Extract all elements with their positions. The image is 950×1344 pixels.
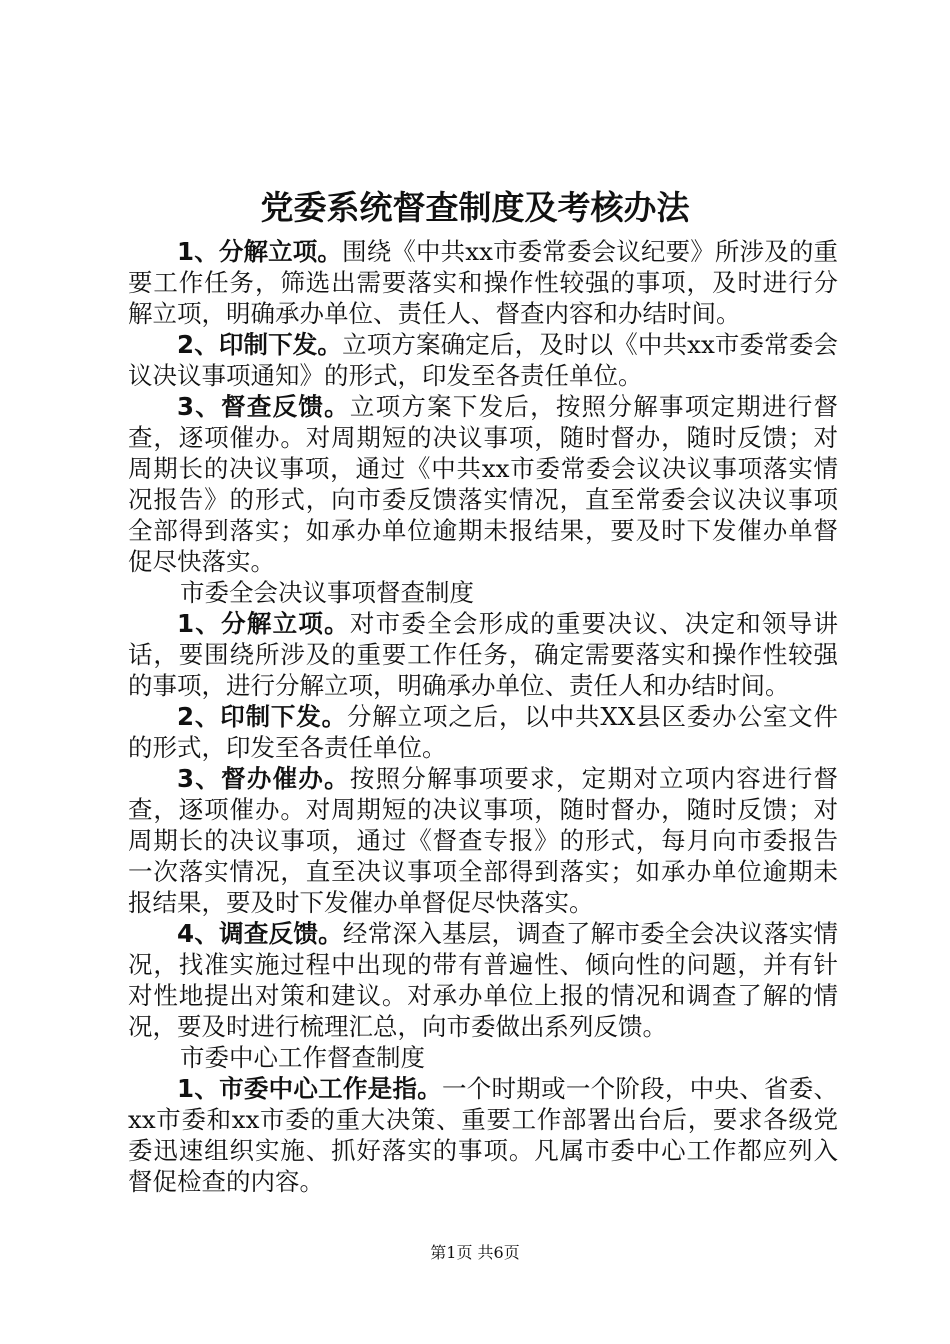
paragraph-text: 按照分解事项要求，定期对立项内容进行督查，逐项催办。对周期短的决议事项，随时督办，随时反馈；对周期长的决议事项，通过《督查专报》的形式，每月向市委报告一次落实情况，直至决议事项全部得到落实；如承办单位逾期未报结果，要及时下发催办单督促尽快落实。 [128,764,839,917]
paragraph [128,763,838,918]
paragraph-lead: 1、市委中心工作是指。 [177,1074,442,1103]
paragraph-lead: 2、印制下发。 [177,702,347,731]
paragraph-text: 一个时期或一个阶段，中央、省委、xx市委和xx市委的重大决策、重要工作部署出台后，要求各级党委迅速组织实施、抓好落实的事项。凡属市委中心工作都应列入督促检查的内容。 [128,1074,839,1196]
paragraph-text: 分解立项之后，以中共XX县区委办公室文件的形式，印发至各责任单位。 [128,702,838,762]
page-footer: 第1页 共6页 [430,1243,520,1262]
section-heading: 市委全会决议事项督查制度 [180,578,474,607]
section-heading: 市委中心工作督查制度 [180,1043,425,1072]
paragraph-lead: 3、督办催办。 [177,764,350,793]
page-title: 党委系统督查制度及考核办法 [260,188,690,227]
paragraph-text: 围绕《中共xx市委常委会议纪要》所涉及的重要工作任务，筛选出需要落实和操作性较强的事项，及时进行分解立项，明确承办单位、责任人、督查内容和办结时间。 [128,237,838,328]
paragraph-text: 立项方案确定后，及时以《中共xx市委常委会议决议事项通知》的形式，印发至各责任单位。 [128,330,838,390]
paragraph [128,1073,838,1197]
document-body [128,236,838,1197]
paragraph [128,236,838,329]
paragraph-lead: 2、印制下发。 [177,330,343,359]
paragraph-lead: 1、分解立项。 [177,609,350,638]
paragraph-text: 立项方案下发后，按照分解事项定期进行督查，逐项催办。对周期短的决议事项，随时督办，随时反馈；对周期长的决议事项，通过《中共xx市委常委会议决议事项落实情况报告》的形式，向市委反馈落实情况，直至常委会议决议事项全部得到落实；如承办单位逾期未报结果，要及时下发催办单督促尽快落实。 [128,392,839,576]
paragraph-lead: 1、分解立项。 [177,237,343,266]
paragraph-text: 经常深入基层，调查了解市委全会决议落实情况，找准实施过程中出现的带有普遍性、倾向性的问题，并有针对性地提出对策和建议。对承办单位上报的情况和调查了解的情况，要及时进行梳理汇总，向市委做出系列反馈。 [128,919,839,1041]
paragraph-lead: 3、督查反馈。 [177,392,350,421]
paragraph-lead: 4、调查反馈。 [177,919,343,948]
paragraph [128,391,838,577]
paragraph [128,329,838,391]
paragraph [128,608,838,701]
paragraph [128,701,838,763]
paragraph-text: 对市委全会形成的重要决议、决定和领导讲话，要围绕所涉及的重要工作任务，确定需要落实和操作性较强的事项，进行分解立项，明确承办单位、责任人和办结时间。 [128,609,839,700]
paragraph [128,918,838,1042]
